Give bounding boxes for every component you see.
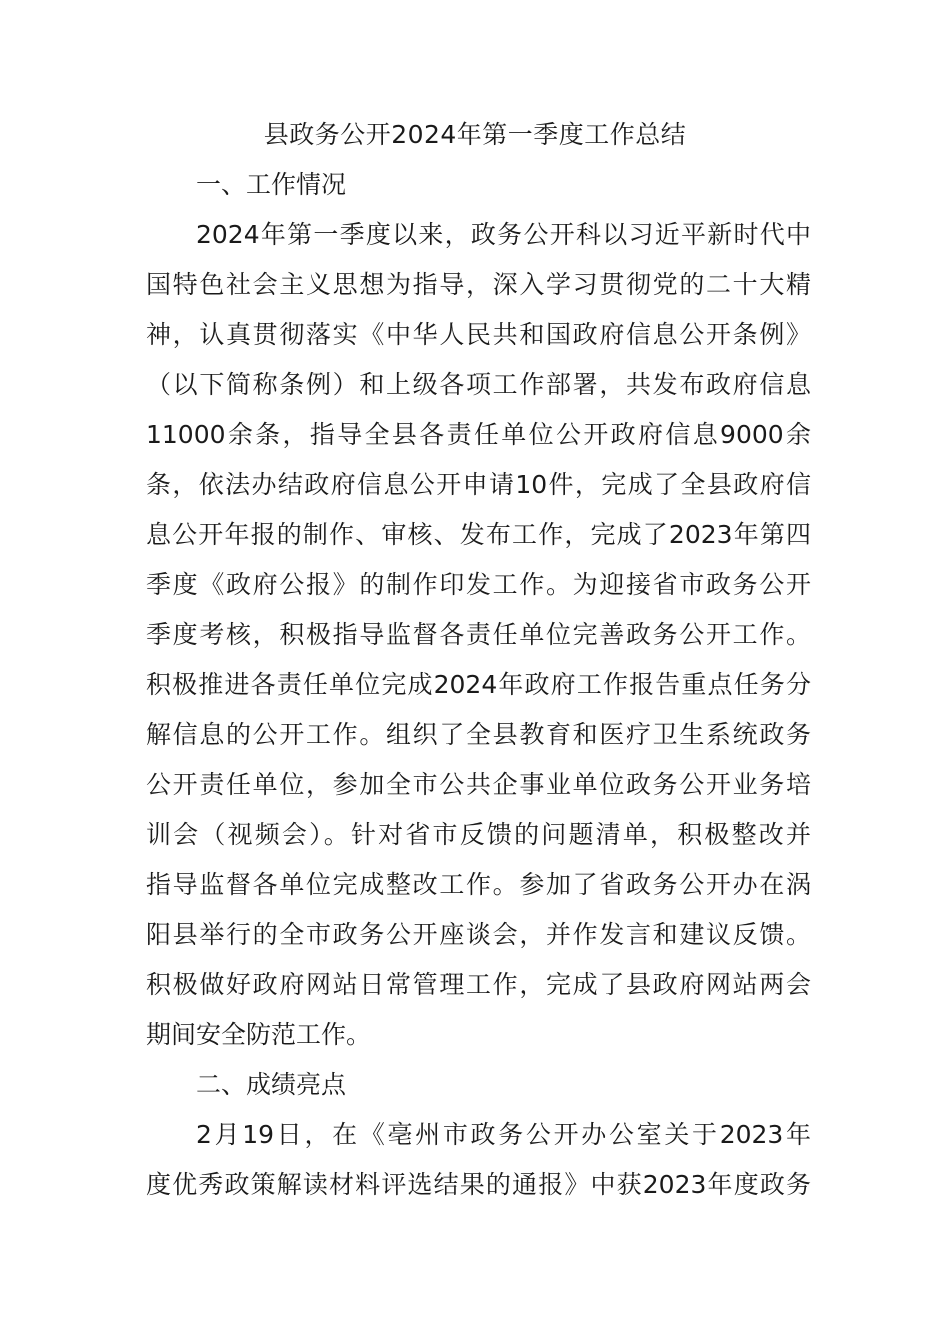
document-title: 县政务公开2024年第一季度工作总结 [263, 120, 687, 149]
paragraph-line: 公开责任单位，参加全市公共企事业单位政务公开业务培 [146, 770, 811, 799]
section-heading-work-status: 一、工作情况 [196, 170, 347, 199]
paragraph-line: 季度考核，积极指导监督各责任单位完善政务公开工作。 [146, 620, 811, 649]
paragraph-line: 解信息的公开工作。组织了全县教育和医疗卫生系统政务 [146, 720, 811, 749]
paragraph-line: 11000余条，指导全县各责任单位公开政府信息9000余 [146, 420, 811, 449]
paragraph-line: 指导监督各单位完成整改工作。参加了省政务公开办在涡 [146, 870, 811, 899]
paragraph-line: 期间安全防范工作。 [146, 1020, 372, 1049]
paragraph-line: 度优秀政策解读材料评选结果的通报》中获2023年度政务 [146, 1170, 811, 1199]
paragraph-line: 2月19日，在《亳州市政务公开办公室关于2023年 [196, 1120, 811, 1149]
paragraph-line: 训会（视频会）。针对省市反馈的问题清单，积极整改并 [146, 820, 811, 849]
paragraph-line: 季度《政府公报》的制作印发工作。为迎接省市政务公开 [146, 570, 811, 599]
paragraph-line: 积极推进各责任单位完成2024年政府工作报告重点任务分 [146, 670, 811, 699]
paragraph-line: 息公开年报的制作、审核、发布工作，完成了2023年第四 [146, 520, 811, 549]
paragraph-line: 积极做好政府网站日常管理工作，完成了县政府网站两会 [146, 970, 811, 999]
paragraph-line: 国特色社会主义思想为指导，深入学习贯彻党的二十大精 [146, 270, 811, 299]
paragraph-line: 条，依法办结政府信息公开申请10件，完成了全县政府信 [146, 470, 811, 499]
paragraph-line: 阳县举行的全市政务公开座谈会，并作发言和建议反馈。 [146, 920, 811, 949]
paragraph-line: 神，认真贯彻落实《中华人民共和国政府信息公开条例》 [146, 320, 811, 349]
section-heading-highlights: 二、成绩亮点 [196, 1070, 347, 1099]
paragraph-line: 2024年第一季度以来，政务公开科以习近平新时代中 [196, 220, 811, 249]
paragraph-line: （以下简称条例）和上级各项工作部署，共发布政府信息 [146, 370, 811, 399]
